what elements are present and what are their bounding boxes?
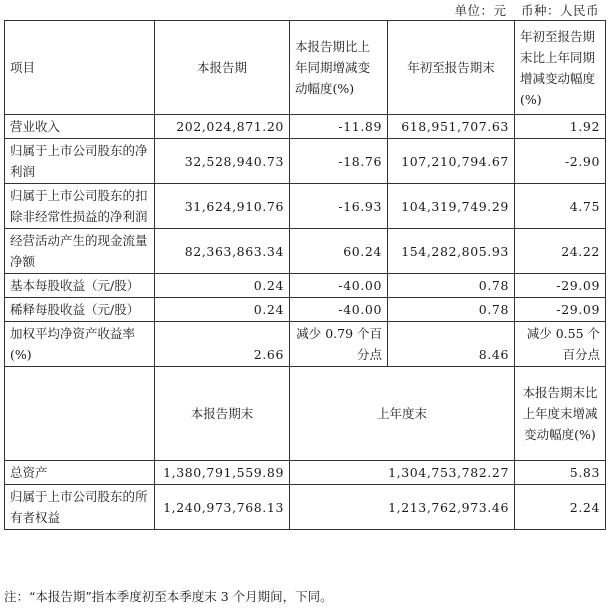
- row-current-end: 1,380,791,559.89: [155, 461, 290, 485]
- row-current: 202,024,871.20: [155, 115, 290, 139]
- header-current-period: 本报告期: [155, 21, 290, 115]
- unit-label: 单位：元: [454, 3, 507, 18]
- row-ytd-change: 减少 0.55 个百分点: [515, 322, 606, 367]
- row-label: 经营活动产生的现金流量净额: [5, 229, 155, 274]
- footnote: 注：“本报告期”指本季度初至本季度末 3 个月期间，下同。: [4, 589, 333, 604]
- row-change: -11.89: [290, 115, 388, 139]
- table-row: [5, 298, 606, 322]
- row-current: 32,528,940.73: [155, 139, 290, 184]
- table-row: [5, 461, 606, 485]
- row-change: -16.93: [290, 184, 388, 229]
- row-ytd: 618,951,707.63: [388, 115, 515, 139]
- row-label: 归属于上市公司股东的扣除非经常性损益的净利润: [5, 184, 155, 229]
- header-row-1: [5, 21, 606, 115]
- row-label: 稀释每股收益（元/股）: [5, 298, 155, 322]
- currency-label: 币种：人民币: [520, 3, 599, 18]
- row-label: 基本每股收益（元/股）: [5, 274, 155, 298]
- header-row-2: [5, 367, 606, 461]
- row-current: 31,624,910.76: [155, 184, 290, 229]
- row-ytd-change: -2.90: [515, 139, 606, 184]
- row-ytd-change: 24.22: [515, 229, 606, 274]
- header-end-change: 本报告期末比上年度末增减变动幅度(%): [515, 367, 606, 461]
- table-row: [5, 274, 606, 298]
- header-ytd-change: 年初至报告期末比上年同期增减变动幅度(%): [515, 21, 606, 115]
- table-row: [5, 485, 606, 530]
- row-label: 加权平均净资产收益率(%): [5, 322, 155, 367]
- row-ytd: 8.46: [388, 322, 515, 367]
- row-ytd: 0.78: [388, 298, 515, 322]
- unit-line: [444, 2, 599, 20]
- row-label: 总资产: [5, 461, 155, 485]
- header-ytd: 年初至报告期末: [388, 21, 515, 115]
- table-row: [5, 229, 606, 274]
- row-label: 归属于上市公司股东的所有者权益: [5, 485, 155, 530]
- row-change: 减少 0.79 个百分点: [290, 322, 388, 367]
- row-ytd-change: -29.09: [515, 274, 606, 298]
- row-change: 5.83: [515, 461, 606, 485]
- row-label: 营业收入: [5, 115, 155, 139]
- row-ytd: 104,319,749.29: [388, 184, 515, 229]
- row-current: 82,363,863.34: [155, 229, 290, 274]
- table-row: [5, 184, 606, 229]
- row-current: 0.24: [155, 298, 290, 322]
- table-row: [5, 322, 606, 367]
- row-ytd-change: 1.92: [515, 115, 606, 139]
- row-current: 2.66: [155, 322, 290, 367]
- row-ytd-change: -29.09: [515, 298, 606, 322]
- table-row: [5, 139, 606, 184]
- table-row: [5, 115, 606, 139]
- header2-blank: [5, 367, 155, 461]
- row-current: 0.24: [155, 274, 290, 298]
- row-last-year-end: 1,304,753,782.27: [290, 461, 515, 485]
- row-change: 60.24: [290, 229, 388, 274]
- row-current-end: 1,240,973,768.13: [155, 485, 290, 530]
- header-current-end: 本报告期末: [155, 367, 290, 461]
- row-change: -40.00: [290, 274, 388, 298]
- row-change: -18.76: [290, 139, 388, 184]
- row-ytd: 107,210,794.67: [388, 139, 515, 184]
- row-change: -40.00: [290, 298, 388, 322]
- row-ytd: 0.78: [388, 274, 515, 298]
- header-item: 项目: [5, 21, 155, 115]
- header-current-change: 本报告期比上年同期增减变动幅度(%): [290, 21, 388, 115]
- row-ytd: 154,282,805.93: [388, 229, 515, 274]
- header-last-year-end: 上年度末: [290, 367, 515, 461]
- row-change: 2.24: [515, 485, 606, 530]
- row-label: 归属于上市公司股东的净利润: [5, 139, 155, 184]
- row-last-year-end: 1,213,762,973.46: [290, 485, 515, 530]
- row-ytd-change: 4.75: [515, 184, 606, 229]
- financial-data-table: [4, 20, 606, 530]
